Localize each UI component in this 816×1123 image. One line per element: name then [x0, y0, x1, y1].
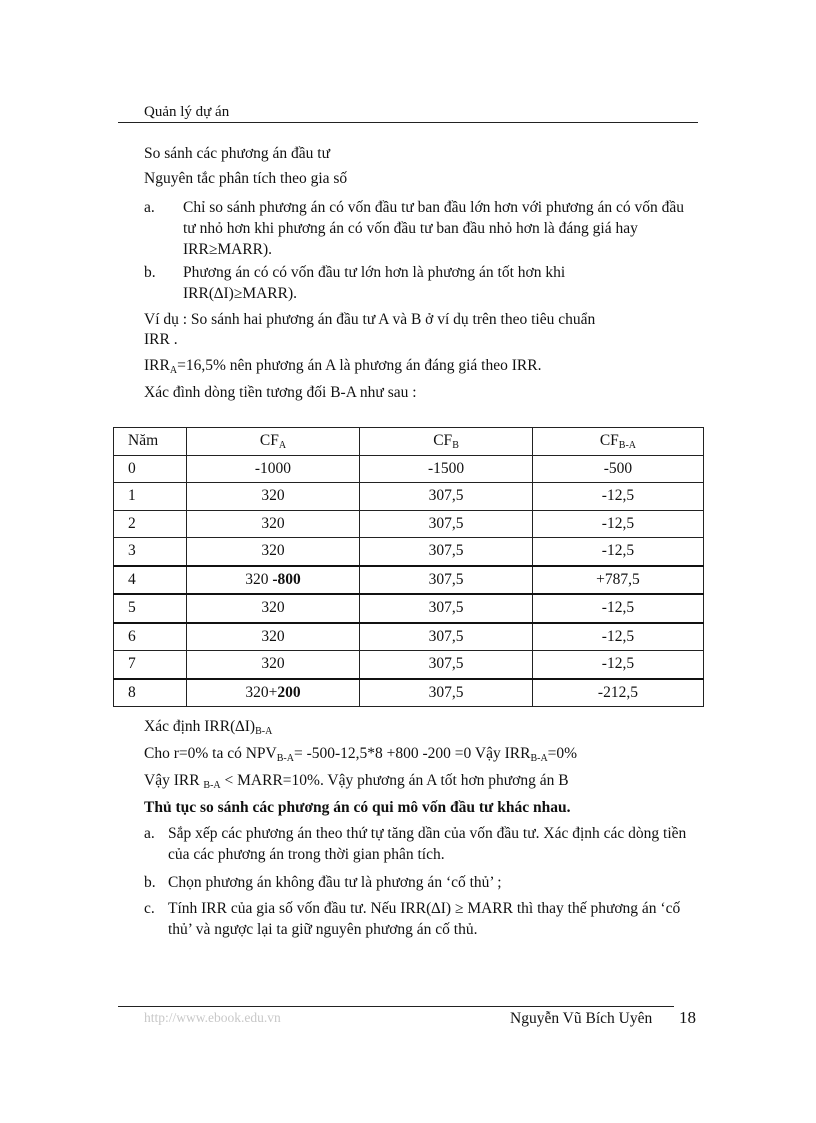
irr-a-subscript: A	[169, 365, 178, 376]
cell-cfba: -12,5	[532, 594, 703, 623]
cell-cfa: 320 -800	[186, 566, 360, 595]
cell-cfba: -212,5	[532, 679, 703, 707]
header-cfa: $CF_A$	[186, 428, 360, 456]
table-row	[114, 594, 704, 623]
cell-cfb: 307,5	[360, 623, 533, 651]
cell-cfa: 320	[186, 483, 360, 511]
header-year: Năm	[114, 428, 187, 456]
cell-year: 0	[114, 455, 187, 483]
table-row	[114, 455, 704, 483]
cell-cfa: 320	[186, 538, 360, 566]
cell-cfa: 320	[186, 510, 360, 538]
cashflow-intro: Xác đình dòng tiền tương đối B-A như sau :	[144, 384, 417, 401]
irr-delta-label: Xác định $IRR(\Delta I)_{B-A}$	[144, 718, 273, 737]
cell-cfb: 307,5	[360, 566, 533, 595]
cell-cfba: -500	[532, 455, 703, 483]
principle-b-marker: b.	[144, 264, 156, 281]
table-row	[114, 651, 704, 679]
step-a-text: Sắp xếp các phương án theo thứ tự tăng dần của vốn đầu tư. Xác định các dòng tiền của các phương án trong thời gian phân tích.	[168, 825, 687, 863]
step-b-marker: b.	[144, 874, 156, 891]
cell-cfb: 307,5	[360, 538, 533, 566]
cell-cfa: -1000	[186, 455, 360, 483]
principle-a-marker: a.	[144, 199, 155, 216]
cell-year: 1	[114, 483, 187, 511]
step-b-text: Chọn phương án không đầu tư là phương án ‘cố thủ’ ;	[168, 874, 502, 891]
intro-line-2: Nguyên tắc phân tích theo gia số	[144, 170, 348, 187]
cell-cfb: 307,5	[360, 679, 533, 707]
table-header-row	[114, 428, 704, 456]
cell-year: 5	[114, 594, 187, 623]
cell-year: 3	[114, 538, 187, 566]
header-title: Quản lý dự án	[144, 104, 230, 120]
footer-rule	[118, 1006, 674, 1007]
cell-cfb: 307,5	[360, 651, 533, 679]
cell-cfb: 307,5	[360, 510, 533, 538]
footer-url: http://www.ebook.edu.vn	[144, 1010, 281, 1025]
cell-cfba: -12,5	[532, 483, 703, 511]
cell-cfb: 307,5	[360, 594, 533, 623]
cell-cfa: 320	[186, 623, 360, 651]
footer-author: Nguyễn Vũ Bích Uyên	[510, 1010, 653, 1027]
principle-b-text: Phương án có có vốn đầu tư lớn hơn là phương án tốt hơn khi IRR(∆I)≥MARR).	[183, 264, 566, 302]
table-row	[114, 538, 704, 566]
cell-cfba: -12,5	[532, 538, 703, 566]
example-line-2: IRR .	[144, 331, 178, 348]
header-cfb: $CF_B$	[360, 428, 533, 456]
header-rule	[118, 122, 698, 123]
principle-a-text: Chỉ so sánh phương án có vốn đầu tư ban đầu lớn hơn với phương án có vốn đầu tư nhỏ hơn khi phương án có vốn đầu tư ban đầu nhỏ hơn là đáng giá hay IRR≥MARR).	[183, 199, 684, 258]
cell-cfb: -1500	[360, 455, 533, 483]
cell-year: 7	[114, 651, 187, 679]
cell-cfba: -12,5	[532, 651, 703, 679]
step-c-text: Tính IRR của gia số vốn đầu tư. Nếu IRR(∆I) ≥ MARR thì thay thế phương án ‘cố thủ’ và ngược lại ta giữ nguyên phương án cố thủ.	[168, 900, 681, 938]
cell-cfba: -12,5	[532, 510, 703, 538]
cell-cfba: -12,5	[532, 623, 703, 651]
cell-cfa: 320	[186, 594, 360, 623]
header-cfba: $CF_{B-A}$	[532, 428, 703, 456]
table-row	[114, 566, 704, 595]
table-row	[114, 623, 704, 651]
cell-cfb: 307,5	[360, 483, 533, 511]
step-a-marker: a.	[144, 825, 155, 842]
irr-conclusion: Vậy IRR $_{B-A}$ < MARR=10%. Vậy phương án A tốt hơn phương án B	[144, 772, 569, 791]
cell-year: 8	[114, 679, 187, 707]
irr-a-statement	[144, 355, 541, 376]
procedure-title: Thủ tục so sánh các phương án có qui mô vốn đầu tư khác nhau.	[144, 799, 571, 816]
cell-cfa: 320	[186, 651, 360, 679]
cell-year: 6	[114, 623, 187, 651]
table-row	[114, 483, 704, 511]
irr-a-rest: =16,5% nên phương án A là phương án đáng giá theo IRR.	[177, 357, 542, 374]
example-line-1: Ví dụ : So sánh hai phương án đầu tư A và B ở ví dụ trên theo tiêu chuẩn	[144, 311, 596, 328]
cell-year: 2	[114, 510, 187, 538]
npv-calculation: Cho r=0% ta có $NPV_{B-A}= -500-12,5*8 +800$ -200 =0 Vậy $IRR_{B-A}=0\%$	[144, 745, 578, 764]
irr-a-prefix: IRR	[144, 357, 170, 374]
step-c-marker: c.	[144, 900, 155, 917]
cell-cfa: 320+200	[186, 679, 360, 707]
cell-year: 4	[114, 566, 187, 595]
page-number: 18	[679, 1008, 696, 1027]
table-row	[114, 679, 704, 707]
table-row	[114, 510, 704, 538]
intro-line-1: So sánh các phương án đầu tư	[144, 145, 330, 162]
cashflow-table	[113, 427, 704, 707]
cell-cfba: +787,5	[532, 566, 703, 595]
